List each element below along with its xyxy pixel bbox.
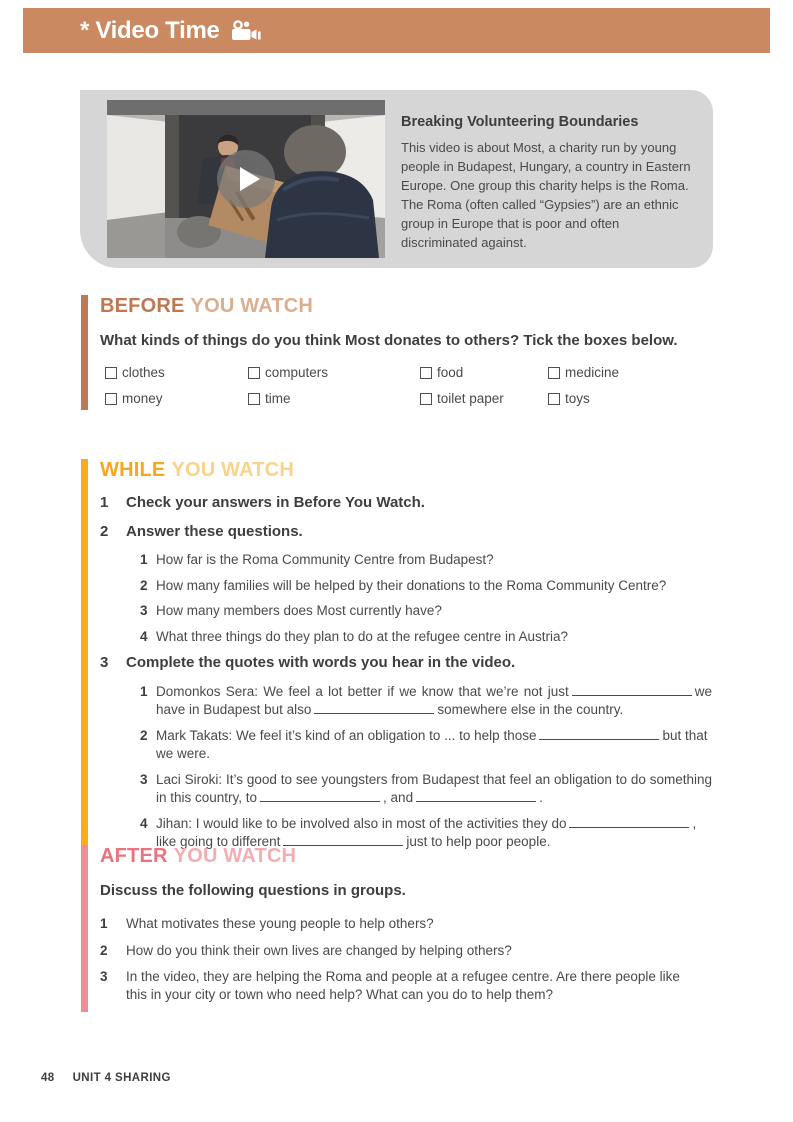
before-heading-light: YOU WATCH [190,295,314,317]
video-thumbnail[interactable] [107,100,385,258]
task-3 [100,654,712,671]
section-before-you-watch [81,295,712,410]
quote-segment: somewhere else in the country. [437,702,624,717]
answer-blank [539,728,659,740]
page-title [80,17,261,45]
checkbox-label: medicine [565,365,620,380]
task-number: 2 [100,523,109,540]
checkbox[interactable] [420,393,432,405]
checkbox-label: clothes [122,365,165,380]
discussion-number: 1 [100,916,108,931]
task-text: Complete the quotes with words you hear in the video. [126,654,516,671]
play-icon [240,167,260,191]
checkbox[interactable] [105,393,117,405]
quote-segment: we have in Budapest but also [156,684,712,717]
discussion-list [100,915,712,1003]
question-number: 2 [140,577,148,593]
discussion-item [100,942,712,960]
after-heading-strong: AFTER [100,845,168,867]
question-text: How many members does Most currently have? [156,603,442,618]
checkbox[interactable] [248,393,260,405]
quote-number: 4 [140,816,148,831]
answer-blank [572,684,692,696]
checkbox[interactable] [420,367,432,379]
checkbox[interactable] [548,393,560,405]
quote-item [140,771,712,807]
task-2 [100,523,712,540]
question-item [140,552,712,569]
task-text: Answer these questions. [126,523,303,540]
quote-number: 1 [140,684,148,699]
before-heading-strong: BEFORE [100,295,185,317]
discussion-number: 2 [100,942,108,958]
quote-segment: Laci Siroki: It’s good to see youngsters from Budapest that feel an obligation to do something in this country, to [156,772,712,805]
checkbox-label: toilet paper [437,391,504,406]
play-button[interactable] [217,150,275,208]
task-3-quotes [140,683,712,851]
quote-number: 3 [140,772,148,787]
page-footer [41,1072,171,1084]
checkbox-option-time[interactable] [248,391,420,406]
discussion-number: 3 [100,969,108,984]
quote-text [156,727,712,763]
discussion-text: How do you think their own lives are changed by helping others? [126,942,512,958]
question-text: What three things do they plan to do at the refugee centre in Austria? [156,628,569,644]
quote-segment: , and [383,790,414,805]
checkbox-label: toys [565,391,590,406]
answer-blank [314,702,434,714]
quote-segment: but that we were. [156,728,708,761]
quote-segment: just to help poor people. [406,834,551,849]
checkbox-option-money[interactable] [105,391,248,406]
answer-blank [260,790,380,802]
quote-text [156,771,712,807]
section-while-you-watch [81,459,712,859]
question-text: How far is the Roma Community Centre from Budapest? [156,552,494,567]
unit-label: UNIT 4 SHARING [72,1072,171,1084]
question-number: 3 [140,603,148,618]
after-heading-light: YOU WATCH [173,845,297,867]
question-number: 1 [140,552,148,567]
checkbox-label: food [437,365,464,380]
video-info-card [80,90,713,268]
after-instruction: Discuss the following questions in groups. [100,882,406,899]
task-number: 1 [100,494,109,511]
video-camera-icon [230,20,261,42]
task-1 [100,494,712,511]
task-2-questions [140,552,712,645]
before-instruction: What kinds of things do you think Most donates to others? Tick the boxes below. [100,332,678,349]
task-number: 3 [100,654,109,671]
answer-blank [416,790,536,802]
checkbox[interactable] [105,367,117,379]
checkbox-label: computers [265,365,329,380]
quote-item [140,683,712,719]
page-header [23,8,770,53]
checkbox-option-computers[interactable] [248,365,420,380]
page-title-text: * Video Time [80,16,220,44]
video-title: Breaking Volunteering Boundaries [401,114,639,130]
discussion-item [100,968,712,1003]
task-text: Check your answers in Before You Watch. [126,494,425,511]
question-number: 4 [140,628,148,644]
video-text-block [401,100,695,258]
quote-number: 2 [140,728,148,743]
quote-segment: , like going to different [156,816,697,849]
video-description: This video is about Most, a charity run by young people in Budapest, Hungary, a country in Eastern Europe. One group this charity helps is the Roma. The Roma (often called “Gypsies”) are an ethnic group in Europe that is poor and often discriminated against. [401,140,691,250]
while-heading [100,459,712,482]
checkbox-grid [105,365,712,410]
quote-text [156,683,712,719]
after-heading [100,845,712,868]
while-heading-light: YOU WATCH [171,459,294,481]
before-heading [100,295,712,318]
quote-segment: Domonkos Sera: We feel a lot better if we know that we’re not just [156,684,569,699]
discussion-item [100,915,712,933]
checkbox-option-toys[interactable] [548,391,712,406]
checkbox-option-clothes[interactable] [105,365,248,380]
discussion-text: In the video, they are helping the Roma and people at a refugee centre. Are there people like this in your city or town who need help? What can you do to help them? [126,969,680,1002]
quote-segment: Jihan: I would like to be involved also in most of the activities they do [156,816,567,831]
question-item [140,603,712,620]
checkbox-option-toilet-paper[interactable] [420,391,548,406]
discussion-text: What motivates these young people to help others? [126,916,434,931]
page-number: 48 [41,1072,55,1084]
question-text: How many families will be helped by their donations to the Roma Community Centre? [156,577,667,593]
checkbox-label: time [265,391,291,406]
checkbox-label: money [122,391,163,406]
checkbox[interactable] [248,367,260,379]
checkbox[interactable] [548,367,560,379]
while-heading-strong: WHILE [100,459,166,481]
checkbox-option-medicine[interactable] [548,365,712,380]
quote-item [140,727,712,763]
question-item [140,629,712,646]
checkbox-option-food[interactable] [420,365,548,380]
answer-blank [569,816,689,828]
quote-segment: Mark Takats: We feel it’s kind of an obligation to ... to help those [156,728,537,743]
section-after-you-watch [81,845,712,1012]
quote-segment: . [539,790,543,805]
question-item [140,578,712,595]
